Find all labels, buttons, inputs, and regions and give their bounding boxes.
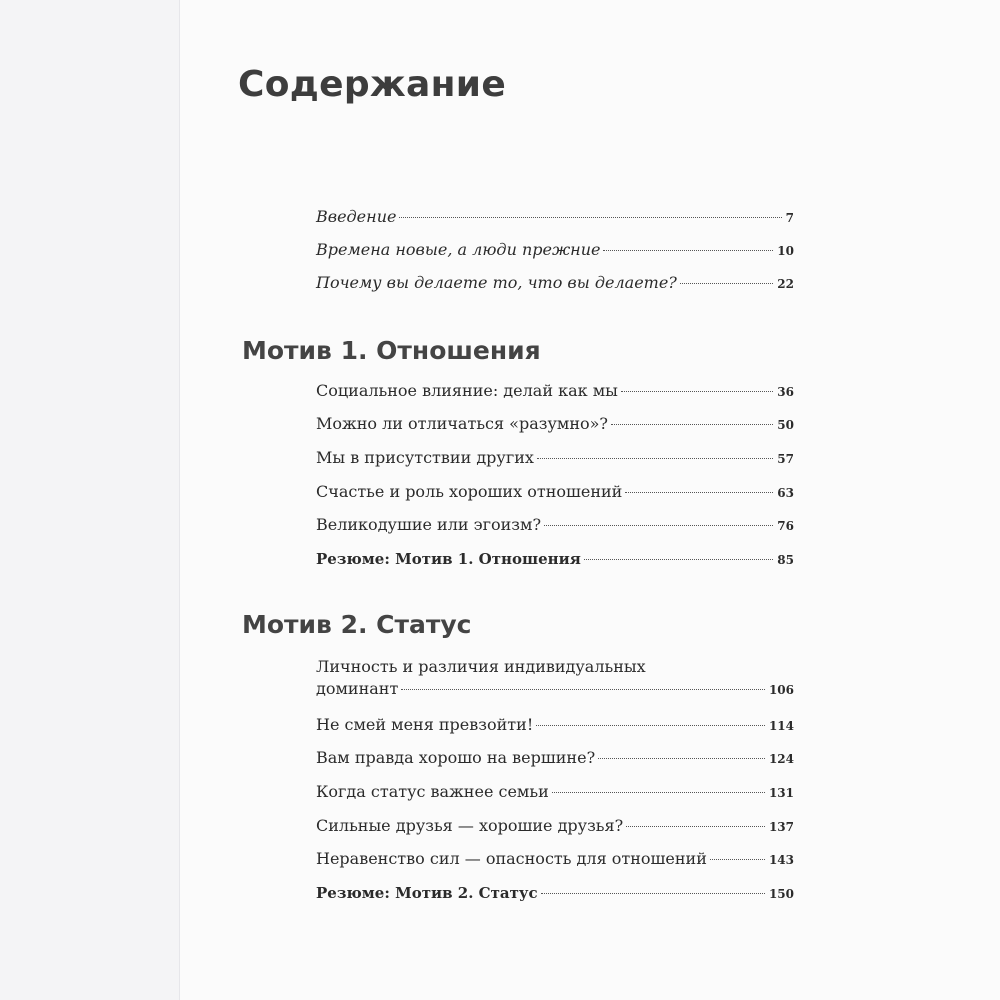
toc-page-number: 124 xyxy=(768,752,794,766)
toc-page-number: 50 xyxy=(777,418,794,432)
toc-page-number: 137 xyxy=(768,820,794,834)
dot-leader xyxy=(541,893,765,894)
toc-entry[interactable] xyxy=(316,781,794,804)
toc-entry-label: Можно ли отличаться «разумно»? xyxy=(316,414,608,433)
toc-page-number: 10 xyxy=(777,244,794,258)
dot-leader xyxy=(621,391,773,392)
toc-entry[interactable] xyxy=(316,656,794,701)
toc-page-number: 131 xyxy=(768,786,794,800)
toc-entry-label: Неравенство сил — опасность для отношений xyxy=(316,849,707,868)
toc-entry[interactable] xyxy=(316,447,794,470)
dot-leader xyxy=(399,217,781,218)
toc-entry-label: Вам правда хорошо на вершине? xyxy=(316,748,596,767)
dot-leader xyxy=(552,792,765,793)
toc-page-number: 106 xyxy=(768,683,794,697)
toc-page-number: 57 xyxy=(777,452,794,466)
dot-leader xyxy=(544,525,773,526)
toc-page-number: 76 xyxy=(777,519,794,533)
dot-leader xyxy=(603,250,773,251)
toc-entry-label: Личность и различия индивидуальных xyxy=(316,657,646,676)
dot-leader xyxy=(401,689,765,690)
toc-entry[interactable] xyxy=(316,747,794,770)
toc-entry-label: Введение xyxy=(316,207,397,226)
toc-entry-label: Почему вы делаете то, что вы делаете? xyxy=(316,273,677,292)
dot-leader xyxy=(536,725,765,726)
toc-entry[interactable] xyxy=(316,272,794,295)
toc-entry-label: Резюме: Мотив 2. Статус xyxy=(316,884,538,902)
toc-entry-summary[interactable] xyxy=(316,882,794,905)
toc-page-number: 85 xyxy=(777,553,794,567)
toc-entry-introduction[interactable] xyxy=(316,206,794,229)
toc-entry[interactable] xyxy=(316,514,794,537)
dot-leader xyxy=(611,424,773,425)
toc-entry-label: Мы в присутствии других xyxy=(316,448,534,467)
toc-entry[interactable] xyxy=(316,714,794,737)
toc-entry[interactable] xyxy=(316,848,794,871)
toc-page-number: 143 xyxy=(768,853,794,867)
toc-entry-label: Резюме: Мотив 1. Отношения xyxy=(316,550,581,568)
toc-page-number: 22 xyxy=(777,277,794,291)
toc-entry-summary[interactable] xyxy=(316,548,794,571)
toc-page-number: 114 xyxy=(768,719,794,733)
toc-page-number: 150 xyxy=(768,887,794,901)
toc-page-number: 36 xyxy=(777,385,794,399)
toc-entry[interactable] xyxy=(316,481,794,504)
toc-entry-label: Великодушие или эгоизм? xyxy=(316,515,542,534)
toc-entry-label: Когда статус важнее семьи xyxy=(316,782,549,801)
dot-leader xyxy=(598,758,765,759)
toc-entry-label: Времена новые, а люди прежние xyxy=(316,240,601,259)
dot-leader xyxy=(537,458,773,459)
toc-entry[interactable] xyxy=(316,239,794,262)
toc-entry-label: Не смей меня превзойти! xyxy=(316,715,534,734)
toc-entry-label-continued: доминант xyxy=(316,679,399,698)
toc-entry-label: Счастье и роль хороших отношений xyxy=(316,482,623,501)
toc-page-number: 7 xyxy=(785,211,794,225)
toc-entry-label: Сильные друзья — хорошие друзья? xyxy=(316,816,624,835)
dot-leader xyxy=(625,492,773,493)
dot-leader xyxy=(680,283,773,284)
toc-entry[interactable] xyxy=(316,413,794,436)
page-title: Содержание xyxy=(238,64,507,105)
toc-entry[interactable] xyxy=(316,380,794,403)
toc-entry-label: Социальное влияние: делай как мы xyxy=(316,381,618,400)
section-title-motive-1[interactable]: Мотив 1. Отношения xyxy=(242,336,541,365)
dot-leader xyxy=(584,559,773,560)
dot-leader xyxy=(710,859,765,860)
section-title-motive-2[interactable]: Мотив 2. Статус xyxy=(242,610,472,639)
toc-entry[interactable] xyxy=(316,815,794,838)
toc-page-number: 63 xyxy=(777,486,794,500)
dot-leader xyxy=(626,826,765,827)
